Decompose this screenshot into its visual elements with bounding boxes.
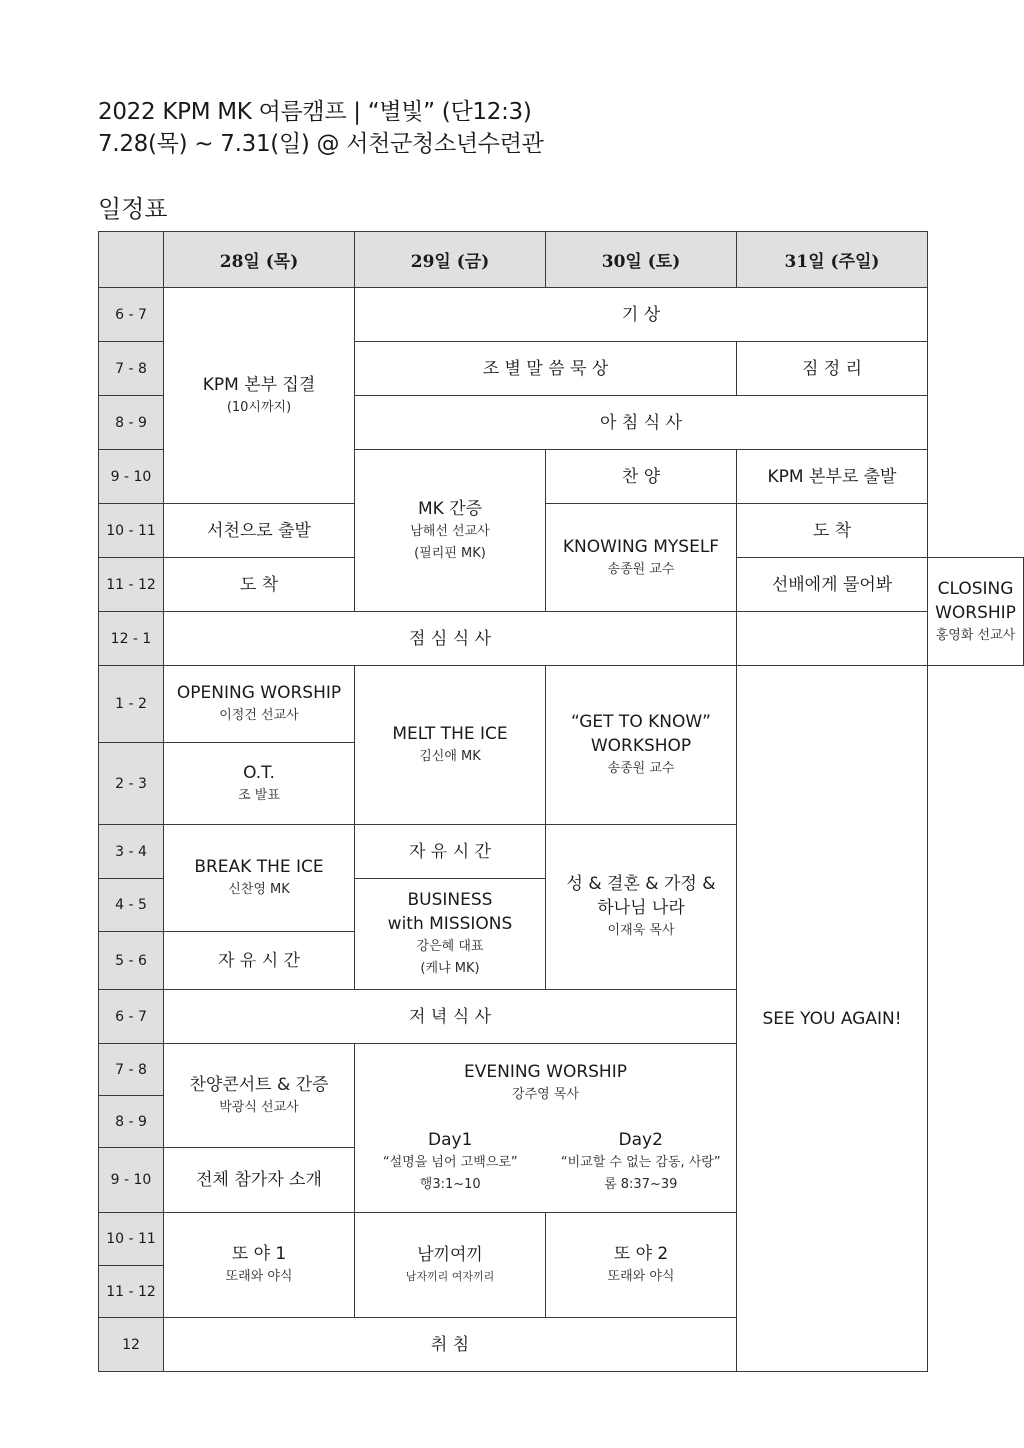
- event-title: 찬양콘서트 & 간증: [189, 1074, 329, 1095]
- event-ttoya1: [164, 1213, 355, 1318]
- time-slot: 8 - 9: [99, 396, 164, 450]
- event-sub: 이정건 선교사: [219, 708, 299, 723]
- event-business-missions: [355, 879, 546, 990]
- event-title: SEE YOU AGAIN!: [762, 1008, 902, 1029]
- event-intro-all: [164, 1148, 355, 1213]
- day-header-30: 30일 (토): [546, 232, 737, 288]
- header-row: [99, 232, 1024, 288]
- event-title: MELT THE ICE: [392, 724, 508, 744]
- event-closing-worship: [928, 558, 1024, 666]
- schedule-table: [98, 231, 1024, 1372]
- event-title: KNOWING MYSELF: [562, 536, 720, 557]
- event-title: 점 심 식 사: [409, 628, 491, 649]
- event-title: 하나님 나라: [597, 898, 685, 918]
- event-sub: 조 발표: [238, 787, 280, 803]
- time-slot: 11 - 12: [99, 558, 164, 612]
- event-title: 아 침 식 사: [600, 412, 682, 433]
- event-title: WORKSHOP: [590, 736, 692, 756]
- time-slot: 5 - 6: [99, 932, 164, 990]
- evening-worship-days: [355, 1128, 736, 1196]
- event-ot: [164, 743, 355, 825]
- event-sub: (필리핀 MK): [414, 545, 486, 561]
- event-title: 남끼여끼: [417, 1245, 483, 1265]
- event-sub: 또래와 야식: [225, 1269, 293, 1284]
- event-gathering: [164, 288, 355, 504]
- event-free-time-fri: [355, 825, 546, 879]
- event-title: 자 유 시 간: [409, 841, 491, 862]
- event-sub: 송종원 교수: [607, 561, 675, 577]
- event-sub: 홍영화 선교사: [935, 627, 1016, 643]
- day-header-29: 29일 (금): [355, 232, 546, 288]
- event-wakeup: [355, 288, 928, 342]
- event-title: KPM 본부로 출발: [767, 466, 897, 487]
- event-melt-the-ice: [355, 666, 546, 825]
- time-slot: 7 - 8: [99, 1044, 164, 1096]
- event-sub: 송종원 교수: [607, 761, 675, 776]
- event-see-you-again: [737, 666, 928, 1372]
- day-quote: “비교할 수 없는 감동, 사랑”: [560, 1155, 721, 1170]
- day-label: Day2: [618, 1130, 663, 1150]
- event-mk-testimony: [355, 450, 546, 612]
- time-slot: 10 - 11: [99, 504, 164, 558]
- event-title: 전체 참가자 소개: [196, 1170, 322, 1190]
- time-slot: 3 - 4: [99, 825, 164, 879]
- event-title: 선배에게 물어봐: [771, 574, 893, 595]
- event-packing: [737, 342, 928, 396]
- event-title: 짐 정 리: [801, 358, 863, 379]
- event-break-the-ice: [164, 825, 355, 932]
- time-slot: 12 - 1: [99, 612, 164, 666]
- event-sub: 강주영 목사: [512, 1087, 579, 1102]
- event-arrive-thu: [164, 558, 355, 612]
- event-title: MK 간증: [417, 498, 483, 519]
- day-header-31: 31일 (주일): [737, 232, 928, 288]
- time-slot: 9 - 10: [99, 450, 164, 504]
- event-title: 또 야 2: [613, 1244, 669, 1264]
- day-ref: 행3:1~10: [419, 1177, 481, 1192]
- event-namkki: [355, 1213, 546, 1318]
- event-title: 도 착: [239, 574, 279, 595]
- event-sub: (케냐 MK): [420, 961, 480, 976]
- event-sex-marriage: [546, 825, 737, 990]
- evening-day2: [546, 1128, 737, 1196]
- event-title: OPENING WORSHIP: [176, 683, 342, 703]
- time-slot: 2 - 3: [99, 743, 164, 825]
- event-concert: [164, 1044, 355, 1148]
- day-label: Day1: [428, 1130, 473, 1150]
- event-bedtime: [164, 1318, 737, 1372]
- document-header: [98, 96, 544, 160]
- event-sub: 신찬영 MK: [228, 882, 290, 897]
- event-sub: 김신애 MK: [419, 749, 481, 764]
- event-breakfast: [355, 396, 928, 450]
- event-title: 조 별 말 씀 묵 상: [482, 358, 609, 379]
- event-title: CLOSING WORSHIP: [935, 578, 1016, 623]
- time-slot: 6 - 7: [99, 990, 164, 1044]
- event-meditation: [355, 342, 737, 396]
- event-depart-hq: [737, 450, 928, 504]
- time-slot: 11 - 12: [99, 1266, 164, 1318]
- event-title: KPM 본부 집결: [202, 374, 316, 395]
- event-title: “GET TO KNOW”: [571, 712, 711, 732]
- time-slot: 12: [99, 1318, 164, 1372]
- time-slot: 9 - 10: [99, 1148, 164, 1213]
- time-slot: 7 - 8: [99, 342, 164, 396]
- event-dinner: [164, 990, 737, 1044]
- event-ttoya2: [546, 1213, 737, 1318]
- event-evening-worship: [355, 1044, 737, 1213]
- event-praise: [546, 450, 737, 504]
- camp-title: 2022 KPM MK 여름캠프 | “별빛” (단12:3): [98, 99, 532, 125]
- event-title: 저 녁 식 사: [409, 1006, 491, 1027]
- event-title: 도 착: [812, 520, 852, 541]
- section-title: 일정표: [98, 195, 168, 223]
- day-header-28: 28일 (목): [164, 232, 355, 288]
- day-quote: “설명을 넘어 고백으로”: [382, 1155, 518, 1170]
- event-title: with MISSIONS: [387, 914, 513, 934]
- event-sub: 또래와 야식: [607, 1269, 675, 1284]
- event-arrive-sun: [737, 504, 928, 558]
- corner-cell: [99, 232, 164, 288]
- event-title: 또 야 1: [231, 1244, 287, 1264]
- event-depart-seocheon: [164, 504, 355, 558]
- event-title: 찬 양: [621, 466, 661, 487]
- time-slot: 1 - 2: [99, 666, 164, 743]
- event-sub: 이재욱 목사: [607, 923, 675, 938]
- event-title: 기 상: [621, 304, 661, 325]
- time-slot: 4 - 5: [99, 879, 164, 932]
- time-slot: 6 - 7: [99, 288, 164, 342]
- event-sub: 강은혜 대표: [416, 939, 484, 954]
- event-title: BUSINESS: [407, 890, 493, 910]
- event-free-time-thu: [164, 932, 355, 990]
- evening-day1: [355, 1128, 546, 1196]
- event-title: 취 침: [430, 1334, 470, 1355]
- event-lunch: [164, 612, 737, 666]
- event-opening-worship: [164, 666, 355, 743]
- event-ask-senior: [737, 558, 928, 612]
- event-title: 자 유 시 간: [218, 950, 300, 971]
- event-title: BREAK THE ICE: [194, 857, 324, 877]
- event-title: 성 & 결혼 & 가정 &: [566, 874, 716, 894]
- event-get-to-know: [546, 666, 737, 825]
- event-sub: (10시까지): [226, 399, 292, 415]
- day-ref: 롬 8:37~39: [604, 1177, 678, 1192]
- time-slot: 8 - 9: [99, 1096, 164, 1148]
- time-slot: 10 - 11: [99, 1213, 164, 1266]
- camp-dates-venue: 7.28(목) ~ 7.31(일) @ 서천군청소년수련관: [98, 131, 544, 157]
- event-title: EVENING WORSHIP: [464, 1062, 627, 1082]
- event-title: O.T.: [243, 762, 275, 783]
- event-sub: 남해선 선교사: [410, 523, 490, 539]
- event-sub: 박광식 선교사: [219, 1099, 299, 1115]
- event-knowing-myself: [546, 504, 737, 612]
- event-sub: 남자끼리 여자끼리: [405, 1270, 495, 1283]
- event-title: 서천으로 출발: [207, 520, 311, 541]
